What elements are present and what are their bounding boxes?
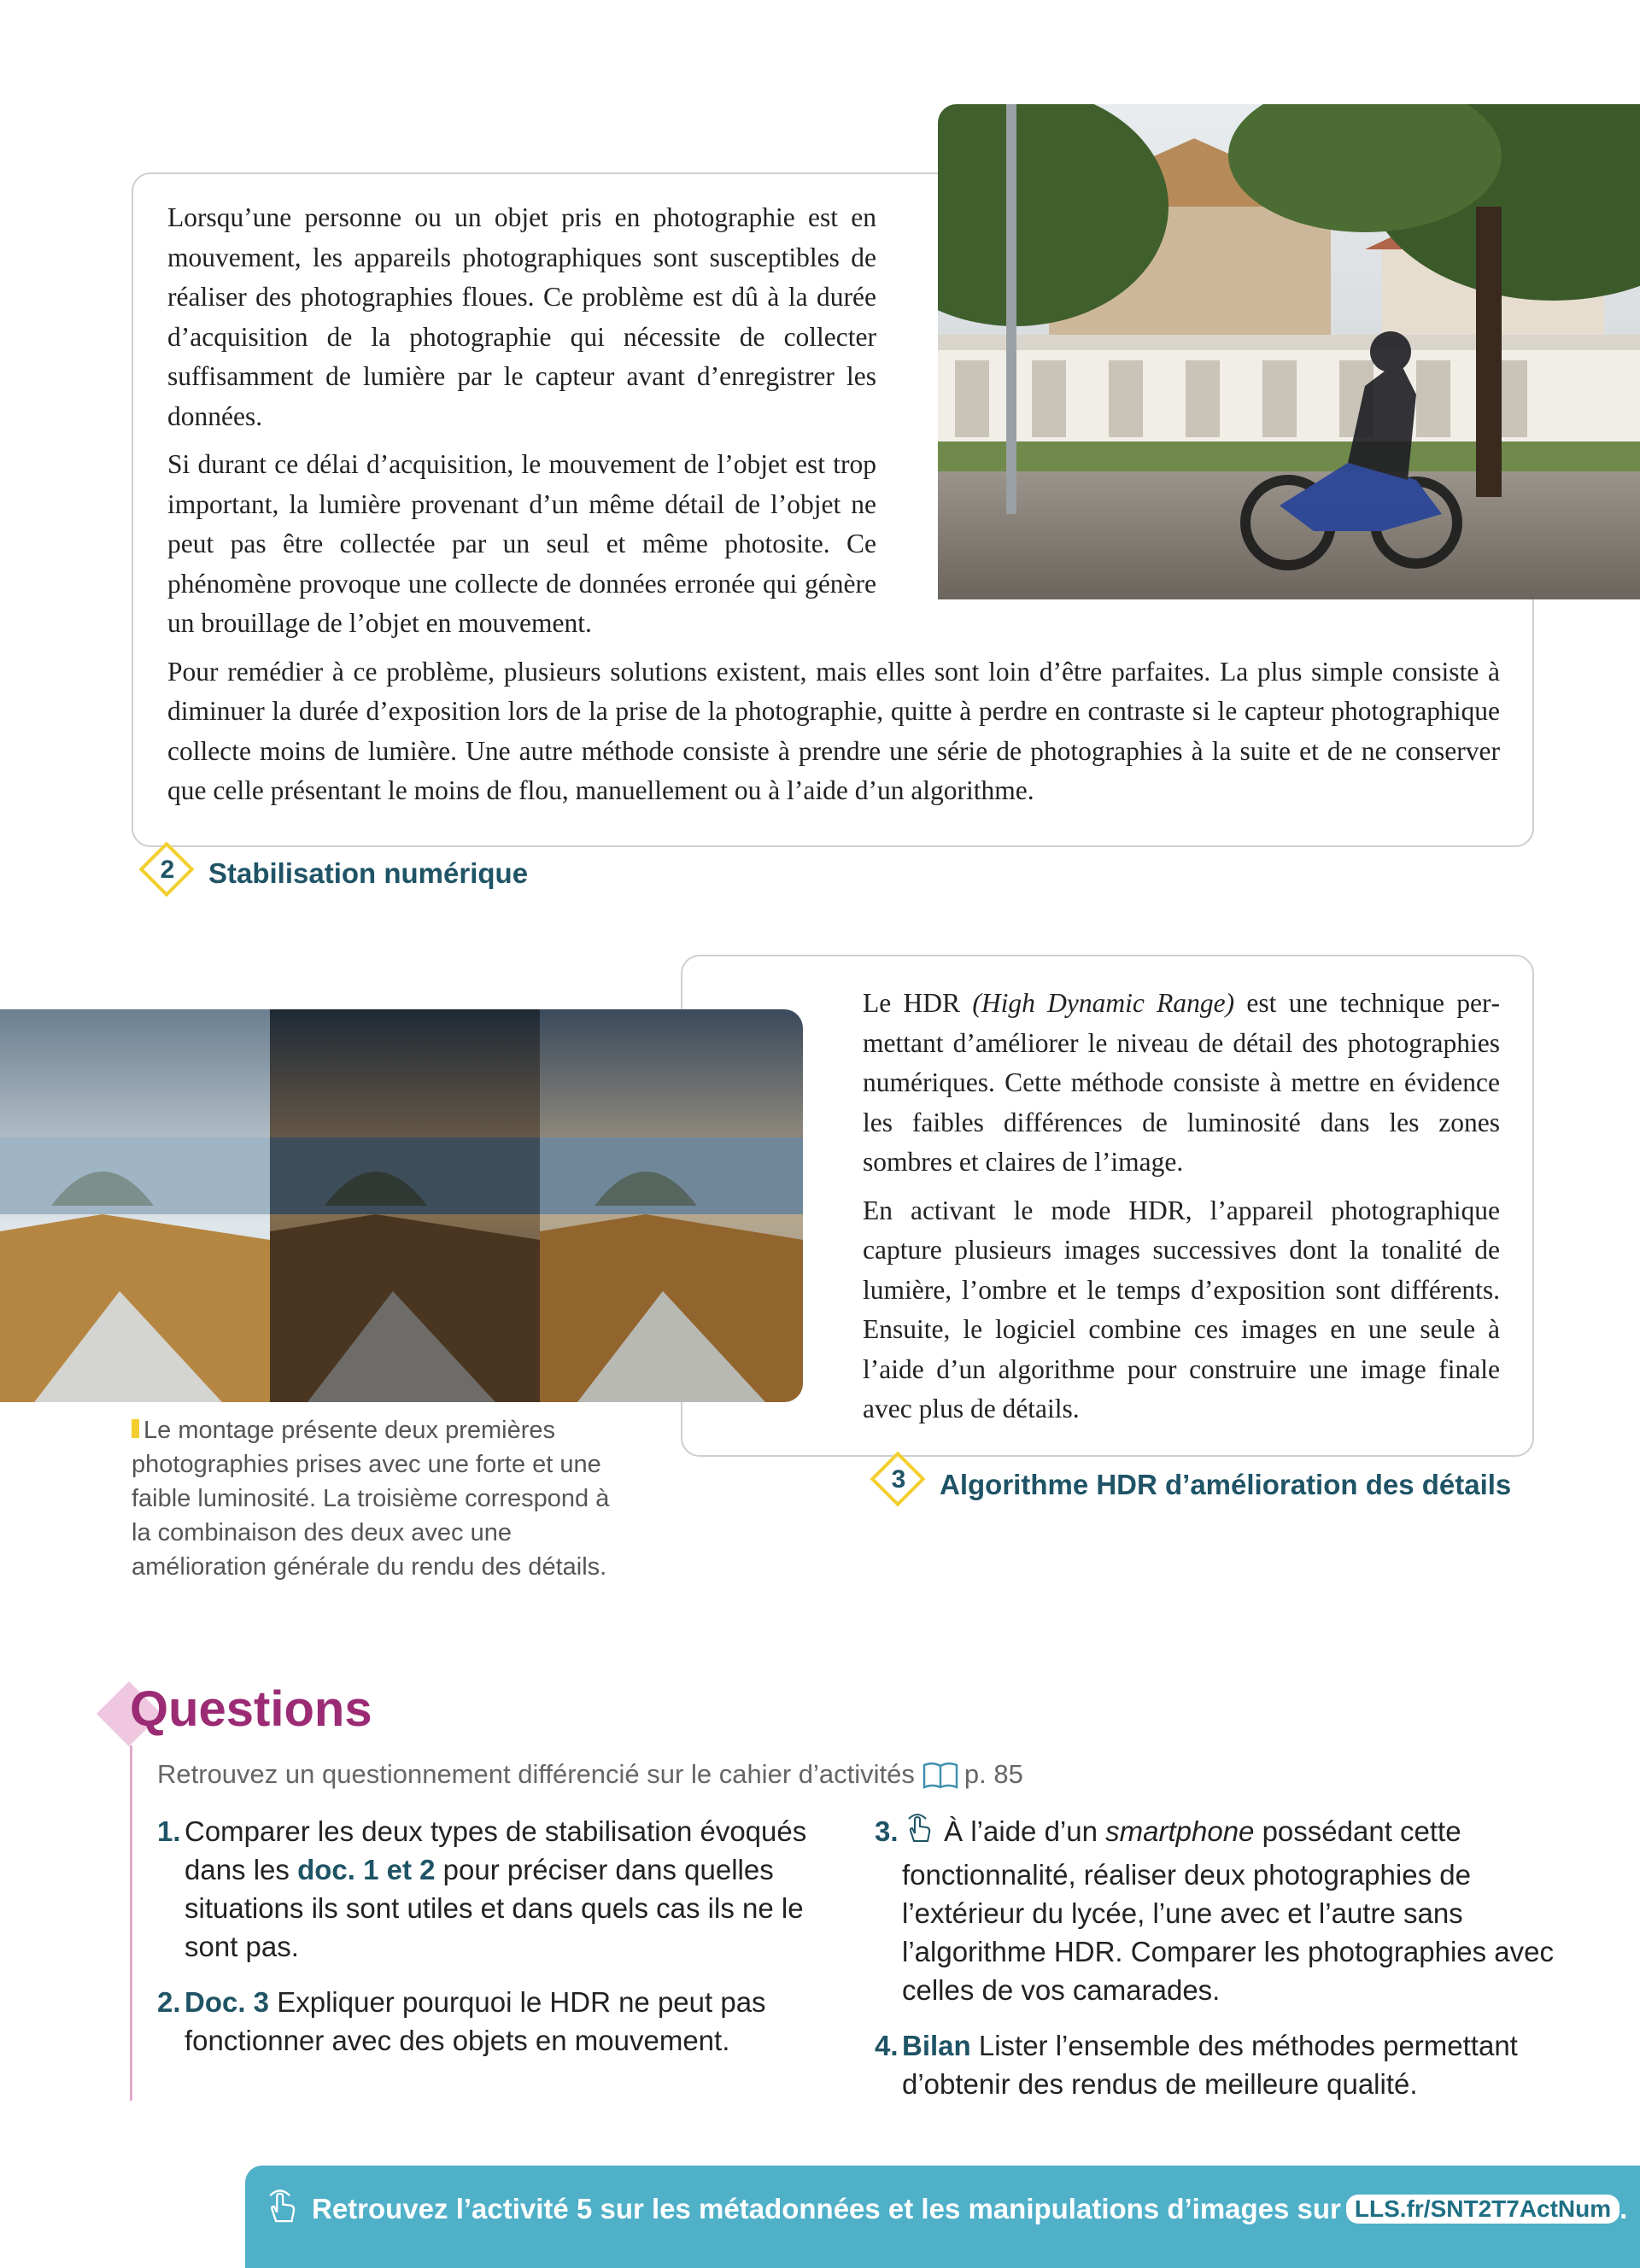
doc2-paragraph-3: Pour remédier à ce problème, plusieurs solutions existent, mais elles sont loin d’être parfaites. La plus simple consiste à diminuer la durée d’exposition lors de la prise de la photographie, quitte à perdre en contraste si le capteur photographique collecte moins de lumière. Une autre méthode consiste à prendre une série de photographies à la suite et de ne conserver que celle présentant le moins de flou, manuellement ou à l’aide d’un algorithme. (167, 656, 1500, 805)
doc2-paragraph-2: Si durant ce délai d’acquisition, le mouvement de l’objet est trop important, la lumière provenant d’un même détail de l’objet ne peut pas être collectée par un seul et même photosite. Ce phénomène provoque une collecte de données erronée qui génère un brouillage de l’objet en mouvement. (167, 449, 876, 638)
book-icon (922, 1761, 959, 1797)
questions-page-ref: p. 85 (964, 1759, 1023, 1789)
hand-tap-icon (902, 1812, 936, 1856)
questions-side-bar (130, 1745, 132, 2101)
questions-left-column (157, 1812, 832, 2077)
doc3-body (863, 984, 1500, 1429)
questions-subtitle: Retrouvez un questionnement différencié sur le cahier d’activités p. 85 (157, 1759, 1023, 1797)
question-4: 4. Bilan Lister l’ensemble des méthodes permettant d’obtenir des rendus de meilleure qualité. (875, 2030, 1518, 2100)
question-3: 3. À l’aide d’un smartphone possédant cette fonctionnalité, réaliser deux photographies de l’extérieur du lycée, l’une avec et l’autre sans l’algorithme HDR. Comparer les photographies avec celles de vos camarades. (875, 1812, 1558, 2009)
doc3-number-badge: 3 (869, 1450, 928, 1510)
motorcycle-photo-illustration (938, 104, 1640, 599)
hdr-montage-photo (0, 1009, 803, 1402)
doc2-paragraph-1: Lorsqu’une personne ou un objet pris en photographie est en mouvement, les appareils photographiques sont susceptibles de réaliser des photographies floues. Ce problème est dû à la durée d’acquisition de la photographie qui nécessite de collecter suffisamment de lumière par le capteur avant d’enregistrer les données. (167, 202, 876, 431)
question-1: 1. Comparer les deux types de stabilisation évoqués dans les doc. 1 et 2 pour préciser dans quelles situations ils sont utiles et dans quels cas ils ne le sont pas. (157, 1815, 807, 1962)
doc3-paragraph-1: Le HDR (High Dynamic Range) est une technique permettant d’améliorer le niveau de détail des photographies numériques. Cette méthode consiste à mettre en évidence les faibles différences de luminosité dans les zones sombres et claires de l’image. (863, 988, 1500, 1177)
hdr-caption: Le montage présente deux premières photographies prises avec une forte et une faible luminosité. La troisième correspond à la combinaison des deux avec une amélioration générale du rendu des détails. (132, 1417, 610, 1581)
doc2-title: Stabilisation numérique (208, 857, 529, 889)
activity-link[interactable]: LLS.fr/SNT2T7ActNum (1346, 2195, 1620, 2224)
doc3-title: Algorithme HDR d’amélioration des détails (940, 1469, 1512, 1500)
doc2-number-badge: 2 (138, 840, 197, 900)
caption-marker (132, 1419, 139, 1438)
hdr-montage-illustration (0, 1009, 803, 1402)
motorcycle-photo (938, 104, 1640, 599)
questions-right-column (875, 1812, 1558, 2120)
doc3-paragraph-2: En activant le mode HDR, l’appareil photographique capture plusieurs images successives dont la tonalité de lumière, l’ombre et le temps d’exposition sont différents. Ensuite, le logiciel combine ces images en une seule à l’aide d’un algorithme pour construire une image finale avec plus de détails. (863, 1195, 1500, 1423)
footer-banner-text: Retrouvez l’activité 5 sur les métadonnées et les manipulations d’images sur LLS.fr/SNT2T7ActNum . (312, 2193, 1627, 2225)
hand-tap-icon (262, 2188, 302, 2234)
question-2: 2. Doc. 3 Expliquer pourquoi le HDR ne peut pas fonctionner avec des objets en mouvement. (157, 1986, 766, 2056)
questions-title: Questions (130, 1681, 372, 1737)
